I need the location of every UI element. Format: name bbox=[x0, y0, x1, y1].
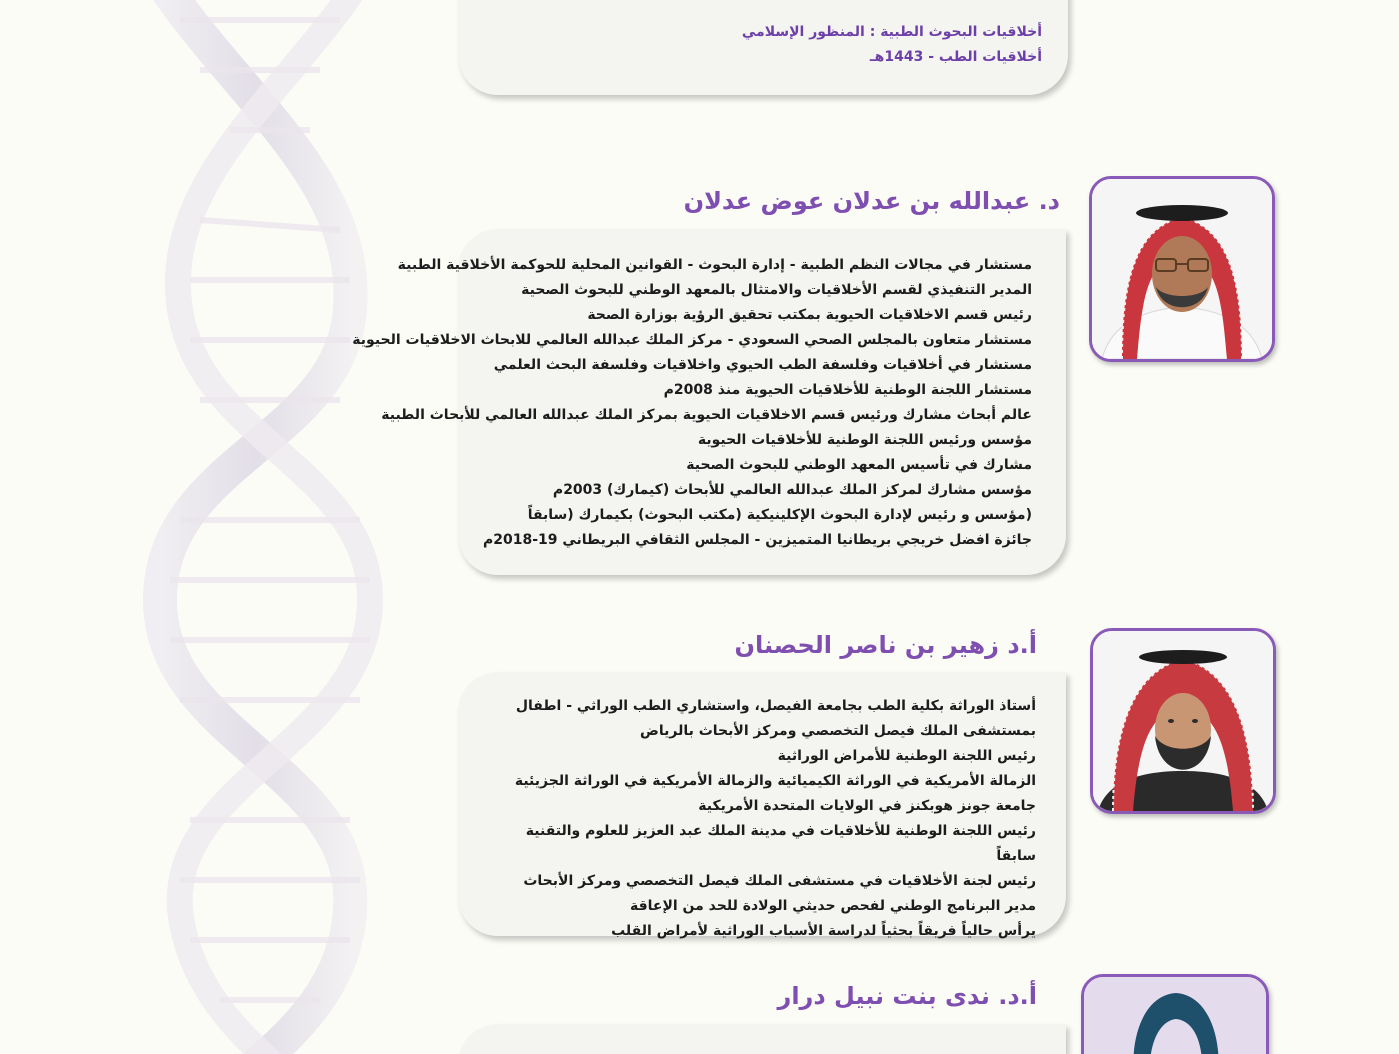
bio-line: المدير التنفيذي لقسم الأخلاقيات والامتثال بالمعهد الوطني للبحوث الصحية bbox=[521, 282, 1032, 298]
publication-link[interactable]: أخلاقيات البحوث الطبية : المنظور الإسلامي bbox=[741, 24, 1042, 40]
bio-line: مستشار اللجنة الوطنية للأخلاقيات الحيوية منذ 2008م bbox=[663, 382, 1032, 398]
bio-line: مستشار متعاون بالمجلس الصحي السعودي - مركز الملك عبدالله العالمي للابحاث الاخلاقيات الحيوية bbox=[352, 332, 1032, 348]
bio-line: رئيس اللجنة الوطنية للأمراض الوراثية bbox=[777, 748, 1036, 764]
profile-photo bbox=[1089, 176, 1275, 362]
bio-line: أستاذ الوراثة بكلية الطب بجامعة الفيصل، واستشاري الطب الوراثي - اطفال بمستشفى الملك فيصل التخصصي ومركز الأبحاث بالرياض bbox=[515, 698, 1036, 739]
bio-line: مستشار في مجالات النظم الطبية - إدارة البحوث - القوانين المحلية للحوكمة الأخلاقية الطبية bbox=[397, 257, 1032, 273]
bio-line: رئيس قسم الاخلاقيات الحيوية بمكتب تحقيق الرؤية بوزارة الصحة bbox=[587, 307, 1032, 323]
publication-link[interactable]: أخلاقيات الطب - 1443هـ bbox=[869, 49, 1042, 65]
dna-helix-background bbox=[120, 0, 420, 1054]
profile-photo-placeholder bbox=[1081, 974, 1269, 1054]
profile-name: د. عبدالله بن عدلان عوض عدلان bbox=[683, 187, 1060, 215]
bio-line: الزمالة الأمريكية في الوراثة الكيميائية والزمالة الأمريكية في الوراثة الجزيئية جامعة جونز هوبكنز في الولايات المتحدة الأمريكية bbox=[514, 773, 1036, 814]
profile-bio-card bbox=[458, 672, 1066, 939]
bio-line: عالم أبحاث مشارك ورئيس قسم الاخلاقيات الحيوية بمركز الملك عبدالله العالمي للأبحاث الطبية bbox=[381, 407, 1032, 423]
bio-line: يرأس حالياً فريقاً بحثياً لدراسة الأسباب الوراثية لأمراض القلب bbox=[611, 923, 1036, 939]
bio-line: رئيس لجنة الأخلاقيات في مستشفى الملك فيصل التخصصي ومركز الأبحاث bbox=[523, 873, 1036, 889]
bio-line: مؤسس مشارك لمركز الملك عبدالله العالمي للأبحاث (كيمارك) 2003م bbox=[552, 482, 1032, 498]
profile-name: أ.د زهير بن ناصر الحصنان bbox=[734, 631, 1037, 659]
bio-line: مدير البرنامج الوطني لفحص حديثي الولادة للحد من الإعاقة bbox=[629, 898, 1036, 914]
bio-line: مستشار في أخلاقيات وفلسفة الطب الحيوي واخلاقيات وفلسفة البحث العلمي bbox=[493, 357, 1032, 373]
female-avatar-icon bbox=[1084, 977, 1266, 1054]
profile-photo bbox=[1090, 628, 1276, 814]
bio-line: رئيس اللجنة الوطنية للأخلاقيات في مدينة الملك عبد العزيز للعلوم والتقنية سابقاً bbox=[525, 823, 1036, 864]
bio-line: مشارك في تأسيس المعهد الوطني للبحوث الصحية bbox=[686, 457, 1032, 473]
profile-bio-card bbox=[458, 1024, 1066, 1054]
bio-line: (مؤسس و رئيس لإدارة البحوث الإكلينيكية (مكتب البحوث) بكيمارك (سابقاً bbox=[527, 507, 1032, 523]
profile-name: أ.د. ندى بنت نبيل درار bbox=[777, 982, 1037, 1010]
publications-card bbox=[458, 0, 1068, 95]
bio-list bbox=[504, 694, 1036, 944]
bio-list bbox=[352, 253, 1032, 553]
profile-bio-card bbox=[352, 229, 1066, 575]
bio-line: مؤسس ورئيس اللجنة الوطنية للأخلاقيات الحيوية bbox=[697, 432, 1032, 448]
bio-line: جائزة افضل خريجي بريطانيا المتميزين - المجلس الثقافي البريطاني 19-2018م bbox=[482, 532, 1032, 548]
